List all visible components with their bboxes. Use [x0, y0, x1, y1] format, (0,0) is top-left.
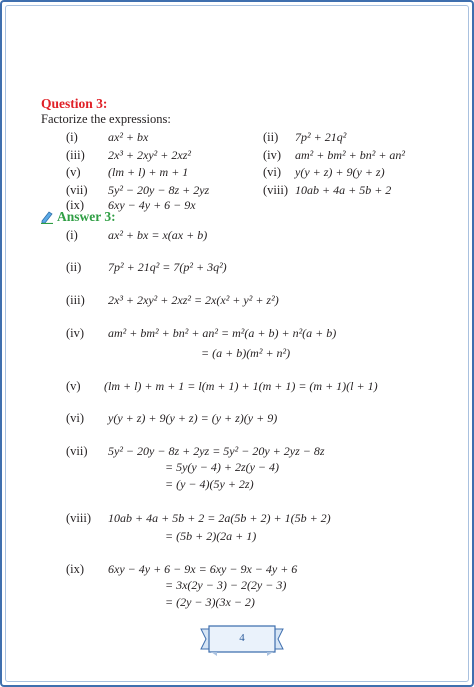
answer-title-text: Answer 3: — [57, 209, 116, 224]
question-intro: Factorize the expressions: — [41, 112, 171, 126]
question-expression: 10ab + 4a + 5b + 2 — [295, 183, 392, 197]
answer-line: = 5y(y − 4) + 2z(y − 4) — [165, 460, 280, 474]
question-expression: ax² + bx — [108, 130, 149, 144]
question-expression: 2x³ + 2xy² + 2xz² — [108, 148, 191, 162]
answer-line: = (2y − 3)(3x − 2) — [165, 595, 255, 609]
answer-line: y(y + z) + 9(y + z) = (y + z)(y + 9) — [108, 411, 278, 425]
answer-line: 5y² − 20y − 8z + 2yz = 5y² − 20y + 2yz − 8z — [108, 444, 325, 458]
answer-label: (vi) — [66, 411, 85, 425]
question-expression: (lm + l) + m + 1 — [108, 165, 189, 179]
answer-label: (i) — [66, 228, 78, 242]
page-number-ribbon — [199, 623, 285, 657]
question-expression: 5y² − 20y − 8z + 2yz — [108, 183, 210, 197]
answer-line: = 3x(2y − 3) − 2(2y − 3) — [165, 578, 287, 592]
question-label: (viii) — [263, 183, 288, 197]
question-expression: am² + bm² + bn² + an² — [295, 148, 406, 162]
answer-line: = (5b + 2)(2a + 1) — [165, 529, 257, 543]
answer-title — [40, 209, 116, 225]
question-label: (iv) — [263, 148, 282, 162]
answer-label: (iv) — [66, 326, 85, 340]
question-label: (i) — [66, 130, 78, 144]
answer-line: = (a + b)(m² + n²) — [201, 346, 291, 360]
question-label: (vi) — [263, 165, 282, 179]
question-label: (ix) — [66, 198, 85, 212]
question-label: (v) — [66, 165, 81, 179]
question-expression: 6xy − 4y + 6 − 9x — [108, 198, 196, 212]
answer-label: (ix) — [66, 562, 85, 576]
question-label: (ii) — [263, 130, 279, 144]
answer-label: (vii) — [66, 444, 88, 458]
question-label: (vii) — [66, 183, 88, 197]
answer-line: am² + bm² + bn² + an² = m²(a + b) + n²(a + b) — [108, 326, 337, 340]
answer-label: (viii) — [66, 511, 91, 525]
pencil-icon — [40, 210, 54, 224]
question-label: (iii) — [66, 148, 85, 162]
answer-line: 2x³ + 2xy² + 2xz² = 2x(x² + y² + z²) — [108, 293, 279, 307]
question-title: Question 3: — [41, 96, 108, 111]
answer-line: = (y − 4)(5y + 2z) — [165, 477, 254, 491]
answer-line: (lm + l) + m + 1 = l(m + 1) + 1(m + 1) = (m + 1)(l + 1) — [104, 379, 378, 393]
answer-label: (ii) — [66, 260, 82, 274]
answer-label: (v) — [66, 379, 81, 393]
page-number: 4 — [239, 632, 245, 644]
question-expression: y(y + z) + 9(y + z) — [295, 165, 385, 179]
answer-line: ax² + bx = x(ax + b) — [108, 228, 208, 242]
answer-line: 6xy − 4y + 6 − 9x = 6xy − 9x − 4y + 6 — [108, 562, 298, 576]
answer-label: (iii) — [66, 293, 85, 307]
answer-line: 7p² + 21q² = 7(p² + 3q²) — [108, 260, 227, 274]
question-expression: 7p² + 21q² — [295, 130, 347, 144]
answer-line: 10ab + 4a + 5b + 2 = 2a(5b + 2) + 1(5b + 2) — [108, 511, 331, 525]
